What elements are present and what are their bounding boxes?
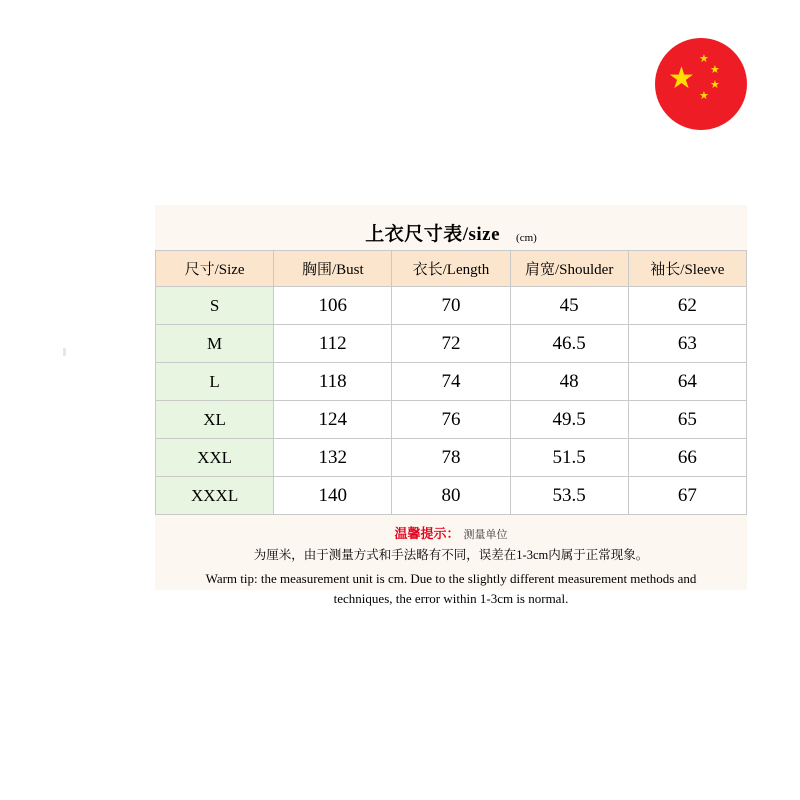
table-row (156, 325, 747, 363)
column-header-sleeve: 袖长/Sleeve (628, 251, 746, 287)
table-row (156, 477, 747, 515)
column-header-size: 尺寸/Size (156, 251, 274, 287)
cell-sleeve: 67 (628, 477, 746, 515)
cell-length: 76 (392, 401, 510, 439)
chart-title-row (155, 205, 747, 250)
table-row (156, 363, 747, 401)
flag-star-small-4-icon: ★ (699, 90, 709, 102)
cell-shoulder: 49.5 (510, 401, 628, 439)
cell-size: XL (156, 401, 274, 439)
unit-label: (cm) (516, 232, 537, 244)
warm-tip-label: 温馨提示： (394, 526, 460, 541)
unit-note: 测量单位 (463, 529, 508, 541)
cell-size: M (156, 325, 274, 363)
cell-shoulder: 45 (510, 287, 628, 325)
cell-length: 72 (392, 325, 510, 363)
cell-bust: 106 (274, 287, 392, 325)
column-header-length: 衣长/Length (392, 251, 510, 287)
column-header-bust: 胸围/Bust (274, 251, 392, 287)
cell-size: XXXL (156, 477, 274, 515)
cell-sleeve: 65 (628, 401, 746, 439)
size-chart-card (155, 205, 747, 606)
cell-bust: 132 (274, 439, 392, 477)
cell-bust: 112 (274, 325, 392, 363)
cell-length: 74 (392, 363, 510, 401)
cell-length: 78 (392, 439, 510, 477)
page-title: 上衣尺寸表/size (365, 224, 501, 245)
cell-shoulder: 53.5 (510, 477, 628, 515)
table-header-row (156, 251, 747, 287)
cell-shoulder: 51.5 (510, 439, 628, 477)
cell-size: XXL (156, 439, 274, 477)
cell-shoulder: 46.5 (510, 325, 628, 363)
note-english: Warm tip: the measurement unit is cm. Due to the slightly different measurement methods and techniques, the error within 1-3cm is normal. (205, 571, 697, 606)
china-flag-badge (655, 38, 747, 130)
cell-length: 80 (392, 477, 510, 515)
table-row (156, 439, 747, 477)
note-chinese: 为厘米，由于测量方式和手法略有不同，误差在1-3cm内属于正常现象。 (253, 548, 649, 562)
column-header-shoulder: 肩宽/Shoulder (510, 251, 628, 287)
flag-star-small-1-icon: ★ (699, 53, 709, 65)
cell-sleeve: 64 (628, 363, 746, 401)
cell-shoulder: 48 (510, 363, 628, 401)
cell-bust: 124 (274, 401, 392, 439)
cell-length: 70 (392, 287, 510, 325)
cell-sleeve: 63 (628, 325, 746, 363)
size-table (155, 250, 747, 515)
flag-star-large-icon: ★ (668, 62, 695, 95)
cell-bust: 140 (274, 477, 392, 515)
cell-sleeve: 66 (628, 439, 746, 477)
notes-block (155, 515, 747, 608)
cell-size: S (156, 287, 274, 325)
warm-tip-heading (155, 523, 747, 542)
table-row (156, 401, 747, 439)
cell-size: L (156, 363, 274, 401)
table-row (156, 287, 747, 325)
cell-sleeve: 62 (628, 287, 746, 325)
cell-bust: 118 (274, 363, 392, 401)
flag-star-small-3-icon: ★ (710, 79, 720, 91)
flag-star-small-2-icon: ★ (710, 64, 720, 76)
scan-speck (63, 348, 66, 356)
